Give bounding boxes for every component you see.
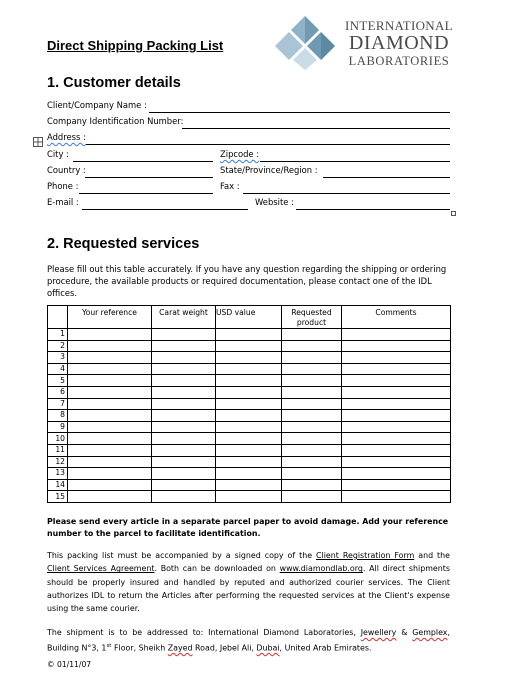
services-intro: Please fill out this table accurately. If you have any question regarding the shipping or ordering procedure, the available products or required documentation, please contact one of the IDL offices.	[47, 264, 447, 298]
table-cell[interactable]	[342, 363, 451, 375]
col-header-requested-product: Requested product	[282, 306, 342, 329]
table-cell[interactable]	[216, 352, 282, 364]
phone-field[interactable]	[79, 193, 213, 194]
document-title: Direct Shipping Packing List	[47, 38, 224, 53]
row-number: 13	[48, 468, 68, 480]
table-cell[interactable]	[152, 386, 216, 398]
table-cell[interactable]	[216, 410, 282, 422]
table-cell[interactable]	[152, 375, 216, 387]
table-cell[interactable]	[68, 456, 152, 468]
table-cell[interactable]	[216, 340, 282, 352]
table-cell[interactable]	[342, 421, 451, 433]
table-cell[interactable]	[342, 398, 451, 410]
table-cell[interactable]	[68, 479, 152, 491]
client-name-field[interactable]	[149, 112, 450, 113]
company-id-label: Company Identification Number:	[47, 116, 184, 126]
state-label: State/Province/Region :	[220, 165, 318, 175]
table-cell[interactable]	[68, 398, 152, 410]
table-row	[48, 479, 451, 491]
table-cell[interactable]	[152, 491, 216, 503]
row-number: 3	[48, 352, 68, 364]
table-cell[interactable]	[152, 398, 216, 410]
table-cell[interactable]	[342, 410, 451, 422]
table-row	[48, 421, 451, 433]
table-cell[interactable]	[68, 468, 152, 480]
table-cell[interactable]	[152, 468, 216, 480]
table-cell[interactable]	[68, 421, 152, 433]
row-number: 7	[48, 398, 68, 410]
table-cell[interactable]	[282, 421, 342, 433]
table-cell[interactable]	[152, 433, 216, 445]
row-number: 14	[48, 479, 68, 491]
table-cell[interactable]	[342, 386, 451, 398]
fax-label: Fax :	[220, 181, 240, 191]
table-row	[48, 386, 451, 398]
fax-field[interactable]	[243, 193, 450, 194]
col-header-comments: Comments	[342, 306, 451, 329]
client-registration-form-link[interactable]: Client Registration Form	[316, 551, 415, 560]
table-cell[interactable]	[216, 329, 282, 341]
phone-label: Phone :	[47, 181, 79, 191]
table-row	[48, 352, 451, 364]
table-cell[interactable]	[216, 375, 282, 387]
table-cell[interactable]	[68, 329, 152, 341]
website-label: Website :	[255, 197, 294, 207]
diamond-logo-icon	[272, 14, 338, 70]
table-cell[interactable]	[152, 363, 216, 375]
table-cell[interactable]	[282, 386, 342, 398]
services-table-header	[48, 306, 451, 329]
table-cell[interactable]	[282, 491, 342, 503]
table-cell[interactable]	[342, 352, 451, 364]
table-row	[48, 491, 451, 503]
row-number: 9	[48, 421, 68, 433]
table-cell[interactable]	[342, 468, 451, 480]
table-cell[interactable]	[216, 386, 282, 398]
table-cell[interactable]	[216, 433, 282, 445]
row-number: 8	[48, 410, 68, 422]
table-row	[48, 433, 451, 445]
table-cell[interactable]	[152, 352, 216, 364]
client-name-label: Client/Company Name :	[47, 100, 147, 110]
row-number: 5	[48, 375, 68, 387]
customer-details-heading: 1. Customer details	[47, 75, 181, 91]
table-cell[interactable]	[282, 456, 342, 468]
table-cell[interactable]	[68, 491, 152, 503]
table-cell[interactable]	[282, 444, 342, 456]
logo-line-1: INTERNATIONAL	[345, 18, 453, 33]
table-cell[interactable]	[216, 456, 282, 468]
logo-line-2: DIAMOND	[348, 32, 450, 54]
row-number: 15	[48, 491, 68, 503]
table-cell[interactable]	[282, 375, 342, 387]
address-label: Address :	[47, 132, 86, 142]
row-number: 10	[48, 433, 68, 445]
logo-line-3: LABORATORIES	[348, 54, 450, 68]
zipcode-label: Zipcode :	[220, 149, 260, 159]
table-row	[48, 444, 451, 456]
table-cell[interactable]	[282, 340, 342, 352]
table-cell[interactable]	[152, 479, 216, 491]
table-cell[interactable]	[216, 444, 282, 456]
requested-services-heading: 2. Requested services	[47, 236, 200, 252]
email-field[interactable]	[82, 209, 248, 210]
table-cell[interactable]	[68, 386, 152, 398]
table-cell[interactable]	[342, 340, 451, 352]
table-cell[interactable]	[282, 363, 342, 375]
requirements-paragraph: This packing list must be accompanied by a signed copy of the Client Registration Form and the Client Services Agreement. Both can be downloaded on www.diamondlab.org. All direct shipments should be properly insured and handled by reputed and authorized courier services. The Client authorizes IDL to return the Articles after performing the requested services at the Client's expense using the same courier.	[47, 551, 450, 614]
table-cell[interactable]	[342, 491, 451, 503]
table-resize-handle-icon[interactable]	[451, 211, 456, 216]
table-cell[interactable]	[152, 410, 216, 422]
table-cell[interactable]	[342, 479, 451, 491]
client-services-agreement-link[interactable]: Client Services Agreement	[47, 564, 155, 574]
table-move-handle-icon[interactable]	[33, 137, 43, 147]
table-cell[interactable]	[342, 456, 451, 468]
idl-logo	[272, 14, 458, 70]
col-header-usd-value: USD value	[216, 306, 282, 329]
table-row	[48, 340, 451, 352]
table-cell[interactable]	[152, 444, 216, 456]
table-cell[interactable]	[68, 433, 152, 445]
table-row	[48, 398, 451, 410]
table-cell[interactable]	[216, 491, 282, 503]
row-number: 12	[48, 456, 68, 468]
table-cell[interactable]	[68, 352, 152, 364]
table-cell[interactable]	[342, 433, 451, 445]
col-header-your-reference: Your reference	[68, 306, 152, 329]
col-header-carat-weight: Carat weight	[152, 306, 216, 329]
table-cell[interactable]	[152, 329, 216, 341]
table-row	[48, 468, 451, 480]
table-cell[interactable]	[282, 352, 342, 364]
table-cell[interactable]	[282, 433, 342, 445]
table-cell[interactable]	[152, 456, 216, 468]
state-field[interactable]	[323, 177, 450, 178]
table-cell[interactable]	[68, 444, 152, 456]
website-field[interactable]	[296, 209, 450, 210]
footer-date: © 01/11/07	[47, 660, 92, 669]
table-cell[interactable]	[216, 363, 282, 375]
row-number: 11	[48, 444, 68, 456]
table-row	[48, 456, 451, 468]
table-cell[interactable]	[282, 468, 342, 480]
table-cell[interactable]	[68, 340, 152, 352]
services-table	[47, 305, 451, 503]
city-field[interactable]	[73, 161, 213, 162]
col-header-number	[48, 306, 68, 329]
address-field[interactable]	[86, 144, 450, 145]
send-note: Please send every article in a separate parcel paper to avoid damage. Add your reference number to the parcel to facilitate identification.	[47, 517, 449, 538]
table-cell[interactable]	[152, 340, 216, 352]
table-cell[interactable]	[342, 375, 451, 387]
country-field[interactable]	[85, 177, 213, 178]
company-id-field[interactable]	[182, 128, 450, 129]
table-cell[interactable]	[68, 363, 152, 375]
table-row	[48, 329, 451, 341]
row-number: 1	[48, 329, 68, 341]
table-cell[interactable]	[282, 479, 342, 491]
table-row	[48, 363, 451, 375]
table-cell[interactable]	[216, 398, 282, 410]
table-row	[48, 375, 451, 387]
country-label: Country :	[47, 165, 86, 175]
shipping-address: The shipment is to be addressed to: International Diamond Laboratories, Jewellery & Gemplex, Building N°3, 1st Floor, Sheikh Zayed Road, Jebel Ali, Dubai, United Arab Emirates.	[47, 628, 450, 653]
table-cell[interactable]	[342, 444, 451, 456]
table-cell[interactable]	[216, 421, 282, 433]
row-number: 6	[48, 386, 68, 398]
table-cell[interactable]	[152, 421, 216, 433]
table-cell[interactable]	[68, 410, 152, 422]
zipcode-field[interactable]	[260, 161, 450, 162]
diamondlab-website-link[interactable]: www.diamondlab.org	[279, 564, 363, 574]
email-label: E-mail :	[47, 197, 79, 207]
row-number: 2	[48, 340, 68, 352]
city-label: City :	[47, 149, 69, 159]
table-cell[interactable]	[216, 479, 282, 491]
table-cell[interactable]	[282, 398, 342, 410]
table-row	[48, 410, 451, 422]
table-cell[interactable]	[282, 410, 342, 422]
row-number: 4	[48, 363, 68, 375]
table-cell[interactable]	[342, 329, 451, 341]
table-cell[interactable]	[216, 468, 282, 480]
table-cell[interactable]	[68, 375, 152, 387]
table-cell[interactable]	[282, 329, 342, 341]
